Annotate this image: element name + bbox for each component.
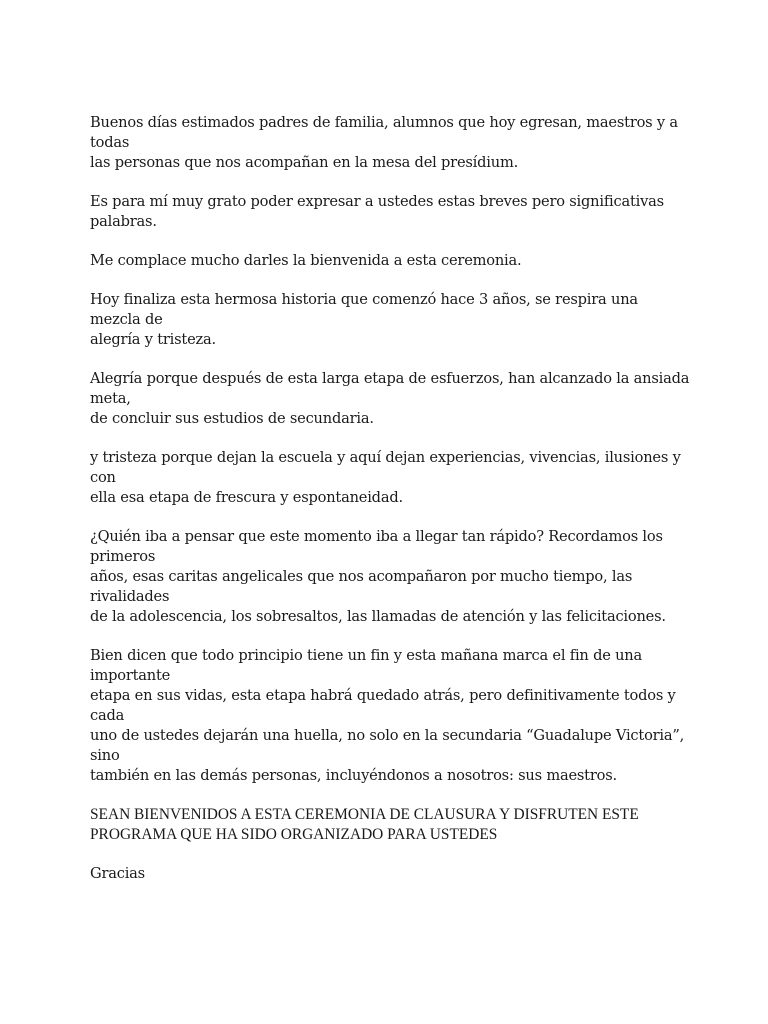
farewell-paragraph: Bien dicen que todo principio tiene un fin y esta mañana marca el fin de una importante etapa en sus vidas, esta etapa habrá quedado atrás, pero definitivamente todos y cada uno de ustedes dejarán una huella, no solo en la secundaria “Guadalupe Victoria”, sino también en las demás personas, incluyéndonos a nosotros: sus maestros. — [90, 647, 685, 784]
history-paragraph: Hoy finaliza esta hermosa historia que comenzó hace 3 años, se respira una mezcla de alegría y tristeza. — [90, 291, 638, 348]
memories-paragraph: ¿Quién iba a pensar que este momento iba a llegar tan rápido? Recordamos los primeros años, esas caritas angelicales que nos acompañaron por mucho tiempo, las rivalidades de la adolescencia, los sobresaltos, las llamadas de atención y las felicitaciones. — [90, 528, 666, 625]
gratitude-paragraph: Es para mí muy grato poder expresar a ustedes estas breves pero significativas palabras. — [90, 193, 664, 230]
joy-paragraph: Alegría porque después de esta larga etapa de esfuerzos, han alcanzado la ansiada meta, de concluir sus estudios de secundaria. — [90, 370, 690, 427]
greeting-paragraph: Buenos días estimados padres de familia, alumnos que hoy egresan, maestros y a todas las personas que nos acompañan en la mesa del presídium. — [90, 114, 678, 171]
welcome-paragraph: Me complace mucho darles la bienvenida a esta ceremonia. — [90, 252, 522, 269]
sadness-paragraph: y tristeza porque dejan la escuela y aquí dejan experiencias, vivencias, ilusiones y con ella esa etapa de frescura y espontaneidad. — [90, 449, 681, 506]
closing-announcement: SEAN BIENVENIDOS A ESTA CEREMONIA DE CLAUSURA Y DISFRUTEN ESTE PROGRAMA QUE HA SIDO ORGANIZADO PARA USTEDES — [90, 806, 639, 843]
document-page — [90, 113, 690, 903]
thanks-paragraph: Gracias — [90, 865, 145, 882]
